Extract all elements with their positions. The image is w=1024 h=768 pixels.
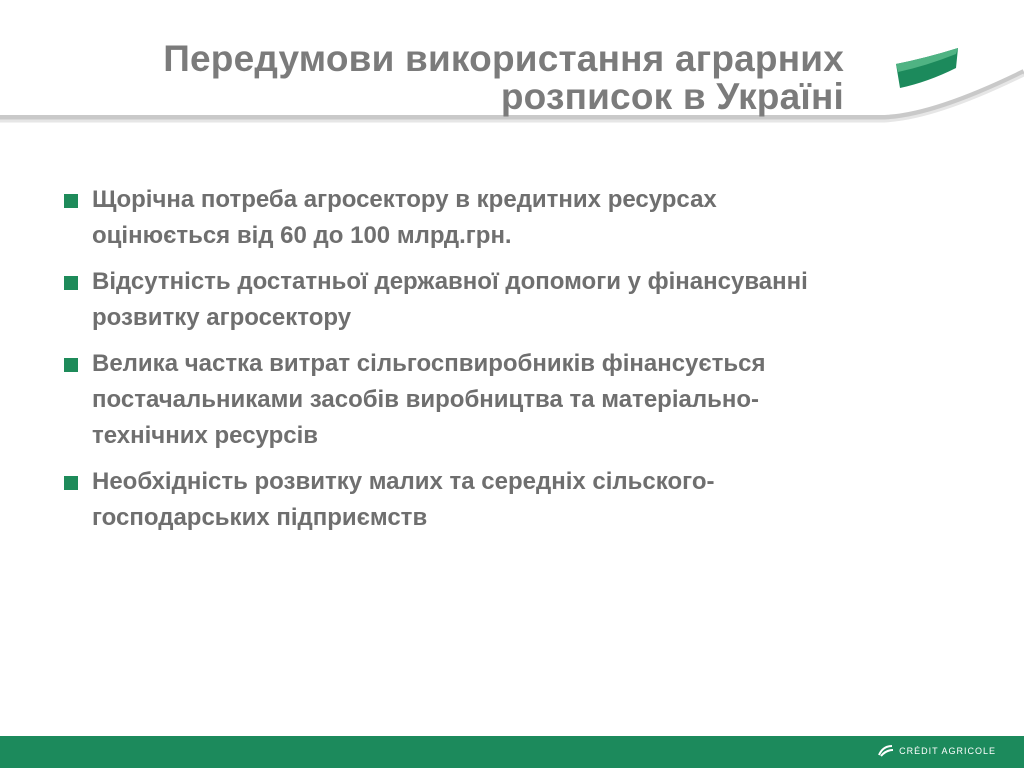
slide-title-line-2: розписок в Україні — [500, 76, 844, 117]
bullet-item — [62, 464, 962, 536]
slide-title-line-1: Передумови використання аграрних — [163, 38, 844, 79]
brand-name: CRÉDIT AGRICOLE — [899, 746, 996, 756]
bullet-text: Необхідність розвитку малих та середніх сільского- господарських підприємств — [92, 468, 715, 531]
brand-logo — [877, 744, 996, 758]
slide-title — [163, 40, 844, 116]
bullet-item — [62, 182, 962, 254]
green-leaf-logo-icon — [890, 40, 970, 96]
bullet-list — [62, 182, 962, 546]
square-bullet-icon — [64, 476, 78, 490]
square-bullet-icon — [64, 276, 78, 290]
bullet-item — [62, 346, 962, 454]
bullet-text: Велика частка витрат сільгоспвиробників фінансується постачальниками засобів виробництва та матеріально- технічних ресурсів — [92, 350, 766, 449]
footer-bar — [0, 736, 1024, 768]
bullet-item — [62, 264, 962, 336]
bullet-text: Відсутність достатньої державної допомоги у фінансуванні розвитку агросектору — [92, 268, 808, 331]
credit-agricole-logo-icon — [877, 744, 895, 758]
bullet-text: Щорічна потреба агросектору в кредитних ресурсах оцінюється від 60 до 100 млрд.грн. — [92, 186, 717, 249]
square-bullet-icon — [64, 358, 78, 372]
slide-header — [0, 0, 1024, 140]
square-bullet-icon — [64, 194, 78, 208]
